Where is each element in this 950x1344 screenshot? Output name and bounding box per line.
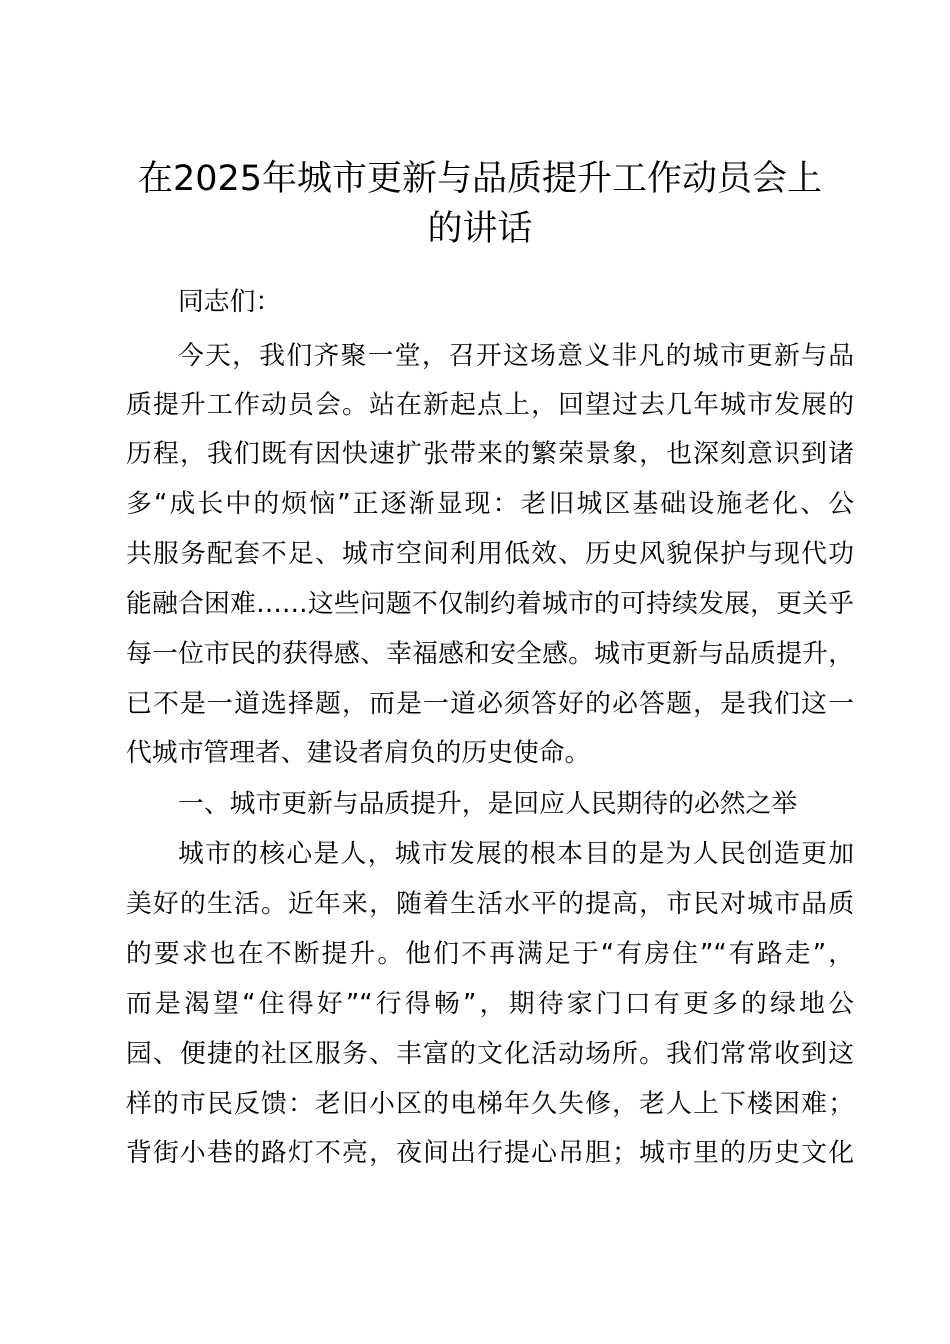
body-line: 美好的生活。近年来，随着生活水平的提高，市民对城市品质 xyxy=(126,889,854,919)
body-line: 而是渴望“住得好”“行得畅”，期待家门口有更多的绿地公 xyxy=(126,989,854,1019)
body-line: 历程，我们既有因快速扩张带来的繁荣景象，也深刻意识到诸 xyxy=(126,439,854,469)
section-heading: 一、城市更新与品质提升，是回应人民期待的必然之举 xyxy=(178,789,798,819)
body-line: 多“成长中的烦恼”正逐渐显现：老旧城区基础设施老化、公 xyxy=(126,489,854,519)
body-line: 的要求也在不断提升。他们不再满足于“有房住”“有路走”， xyxy=(126,939,854,969)
body-line: 每一位市民的获得感、幸福感和安全感。城市更新与品质提升， xyxy=(126,639,854,669)
body-line: 已不是一道选择题，而是一道必须答好的必答题，是我们这一 xyxy=(126,689,854,719)
document-title xyxy=(90,154,870,254)
body-line: 质提升工作动员会。站在新起点上，回望过去几年城市发展的 xyxy=(126,390,854,420)
body-line: 代城市管理者、建设者肩负的历史使命。 xyxy=(126,738,591,768)
body-line: 今天，我们齐聚一堂，召开这场意义非凡的城市更新与品 xyxy=(178,341,854,371)
salutation: 同志们： xyxy=(178,287,282,317)
body-line: 园、便捷的社区服务、丰富的文化活动场所。我们常常收到这 xyxy=(126,1039,854,1069)
body-line: 背街小巷的路灯不亮，夜间出行提心吊胆；城市里的历史文化 xyxy=(126,1138,854,1168)
body-line: 城市的核心是人，城市发展的根本目的是为人民创造更加 xyxy=(178,839,854,869)
body-line: 共服务配套不足、城市空间利用低效、历史风貌保护与现代功 xyxy=(126,539,854,569)
body-line: 能融合困难……这些问题不仅制约着城市的可持续发展，更关乎 xyxy=(126,589,854,619)
body-line: 样的市民反馈：老旧小区的电梯年久失修，老人上下楼困难； xyxy=(126,1089,854,1119)
title-line-1: 在2025年城市更新与品质提升工作动员会上 xyxy=(137,159,823,199)
title-line-2: 的讲话 xyxy=(427,209,533,249)
